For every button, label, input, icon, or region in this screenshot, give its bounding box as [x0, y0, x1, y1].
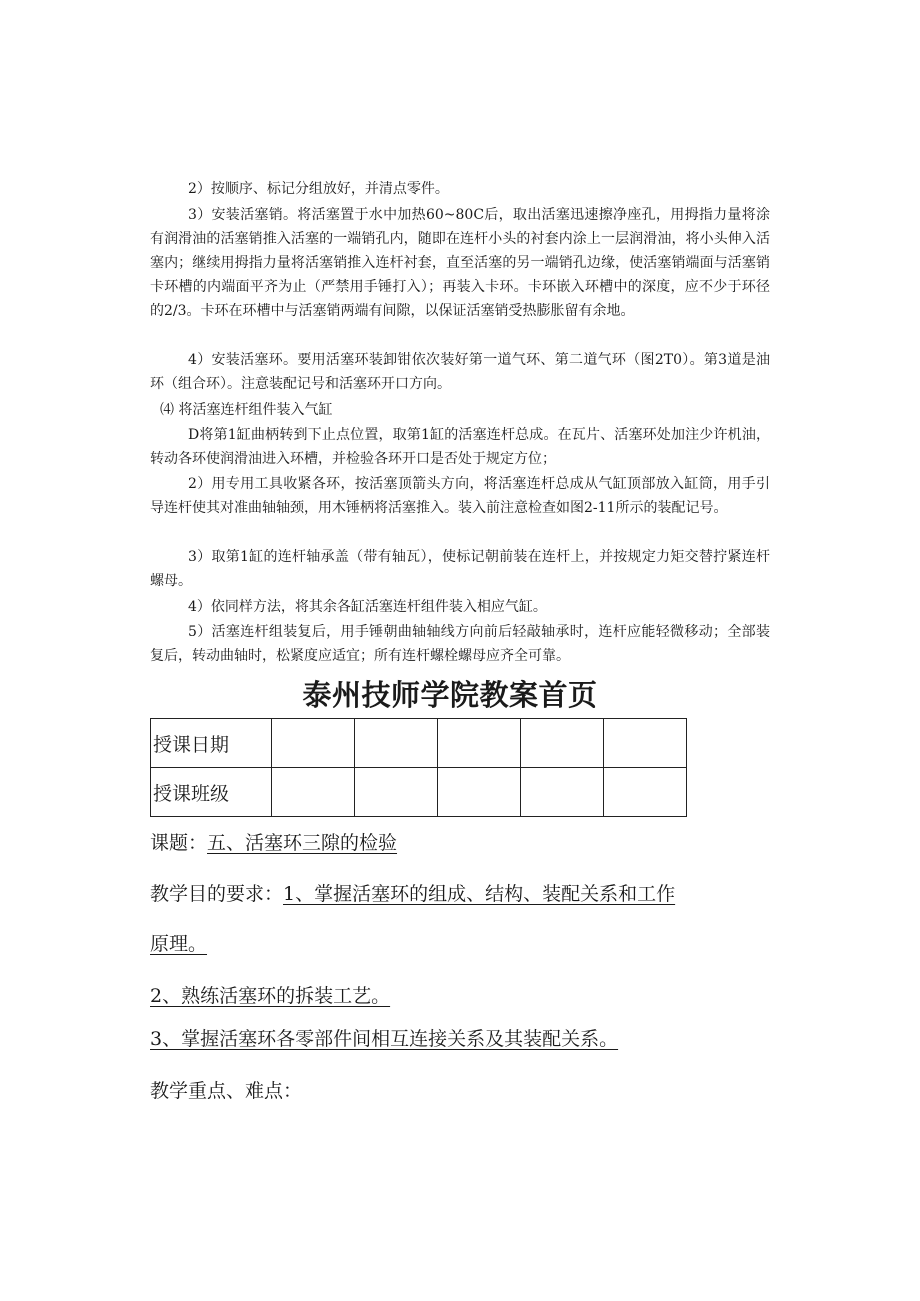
table-cell — [604, 719, 687, 768]
step-4-paragraph: 4）安装活塞环。要用活塞环装卸钳依次装好第一道气环、第二道气环（图2T0）。第3道是油环（组合环）。注意装配记号和活塞环开口方向。 — [150, 352, 770, 392]
objective-3: 3、掌握活塞环各零部件间相互连接关系及其装配关系。 — [150, 1028, 619, 1050]
substep-5-paragraph: 5）活塞连杆组装复后，用手锤朝曲轴轴线方向前后轻敲轴承时，连杆应能轻微移动；全部装复后，转动曲轴时，松紧度应适宜；所有连杆螺栓螺母应齐全可靠。 — [150, 624, 770, 664]
key-points-label: 教学重点、难点： — [150, 1080, 303, 1102]
topic-value: 五、活塞环三隙的检验 — [207, 832, 398, 854]
table-cell — [355, 768, 438, 817]
objective-1: 1、掌握活塞环的组成、结构、装配关系和工作 — [283, 883, 676, 905]
objectives-line — [150, 880, 675, 908]
table-row — [151, 768, 687, 817]
objectives-label: 教学目的要求： — [150, 883, 284, 905]
substep-3-paragraph: 3）取第1缸的连杆轴承盖（带有轴瓦），使标记朝前装在连杆上，并按规定力矩交替拧紧连杆螺母。 — [150, 549, 770, 589]
section-4-heading: ⑷ 将活塞连杆组件装入气缸 — [160, 402, 333, 418]
table-cell — [521, 719, 604, 768]
table-cell — [438, 768, 521, 817]
substep-1-paragraph: D将第1缸曲柄转到下止点位置，取第1缸的活塞连杆总成。在瓦片、活塞环处加注少许机油，转动各环使润滑油进入环槽，并检验各环开口是否处于规定方位； — [150, 427, 770, 467]
table-row — [151, 719, 687, 768]
page-title: 泰州技师学院教案首页 — [302, 678, 598, 712]
objective-1-continued: 原理。 — [150, 933, 208, 955]
table-cell — [355, 719, 438, 768]
objective-2: 2、熟练活塞环的拆装工艺。 — [150, 985, 391, 1007]
substep-2-paragraph: 2）用专用工具收紧各环，按活塞顶箭头方向，将活塞连杆总成从气缸顶部放入缸筒，用手引导连杆使其对准曲轴轴颈，用木锤柄将活塞推入。装入前注意检查如图2-11所示的装配记号。 — [150, 476, 770, 516]
schedule-table — [150, 718, 687, 817]
table-row-label: 授课日期 — [151, 719, 272, 768]
table-cell — [272, 719, 355, 768]
step-2-paragraph: 2）按顺序、标记分组放好，并清点零件。 — [188, 181, 449, 197]
topic-label: 课题： — [150, 832, 208, 854]
table-cell — [604, 768, 687, 817]
step-3-paragraph: 3）安装活塞销。将活塞置于水中加热60~80C后，取出活塞迅速擦净座孔，用拇指力量将涂有润滑油的活塞销推入活塞的一端销孔内，随即在连杆小头的衬套内涂上一层润滑油，将小头伸入活塞内；继续用拇指力量将活塞销推入连杆衬套，直至活塞的另一端销孔边缘，使活塞销端面与活塞销卡环槽的内端面平齐为止（严禁用手锤打入）；再装入卡环。卡环嵌入环槽中的深度，应不少于环径的2/3。卡环在环槽中与活塞销两端有间隙，以保证活塞销受热膨胀留有余地。 — [150, 207, 770, 319]
substep-4-paragraph: 4）依同样方法，将其余各缸活塞连杆组件装入相应气缸。 — [188, 599, 547, 615]
table-cell — [521, 768, 604, 817]
table-row-label: 授课班级 — [151, 768, 272, 817]
topic-line — [150, 829, 397, 857]
table-cell — [438, 719, 521, 768]
table-cell — [272, 768, 355, 817]
